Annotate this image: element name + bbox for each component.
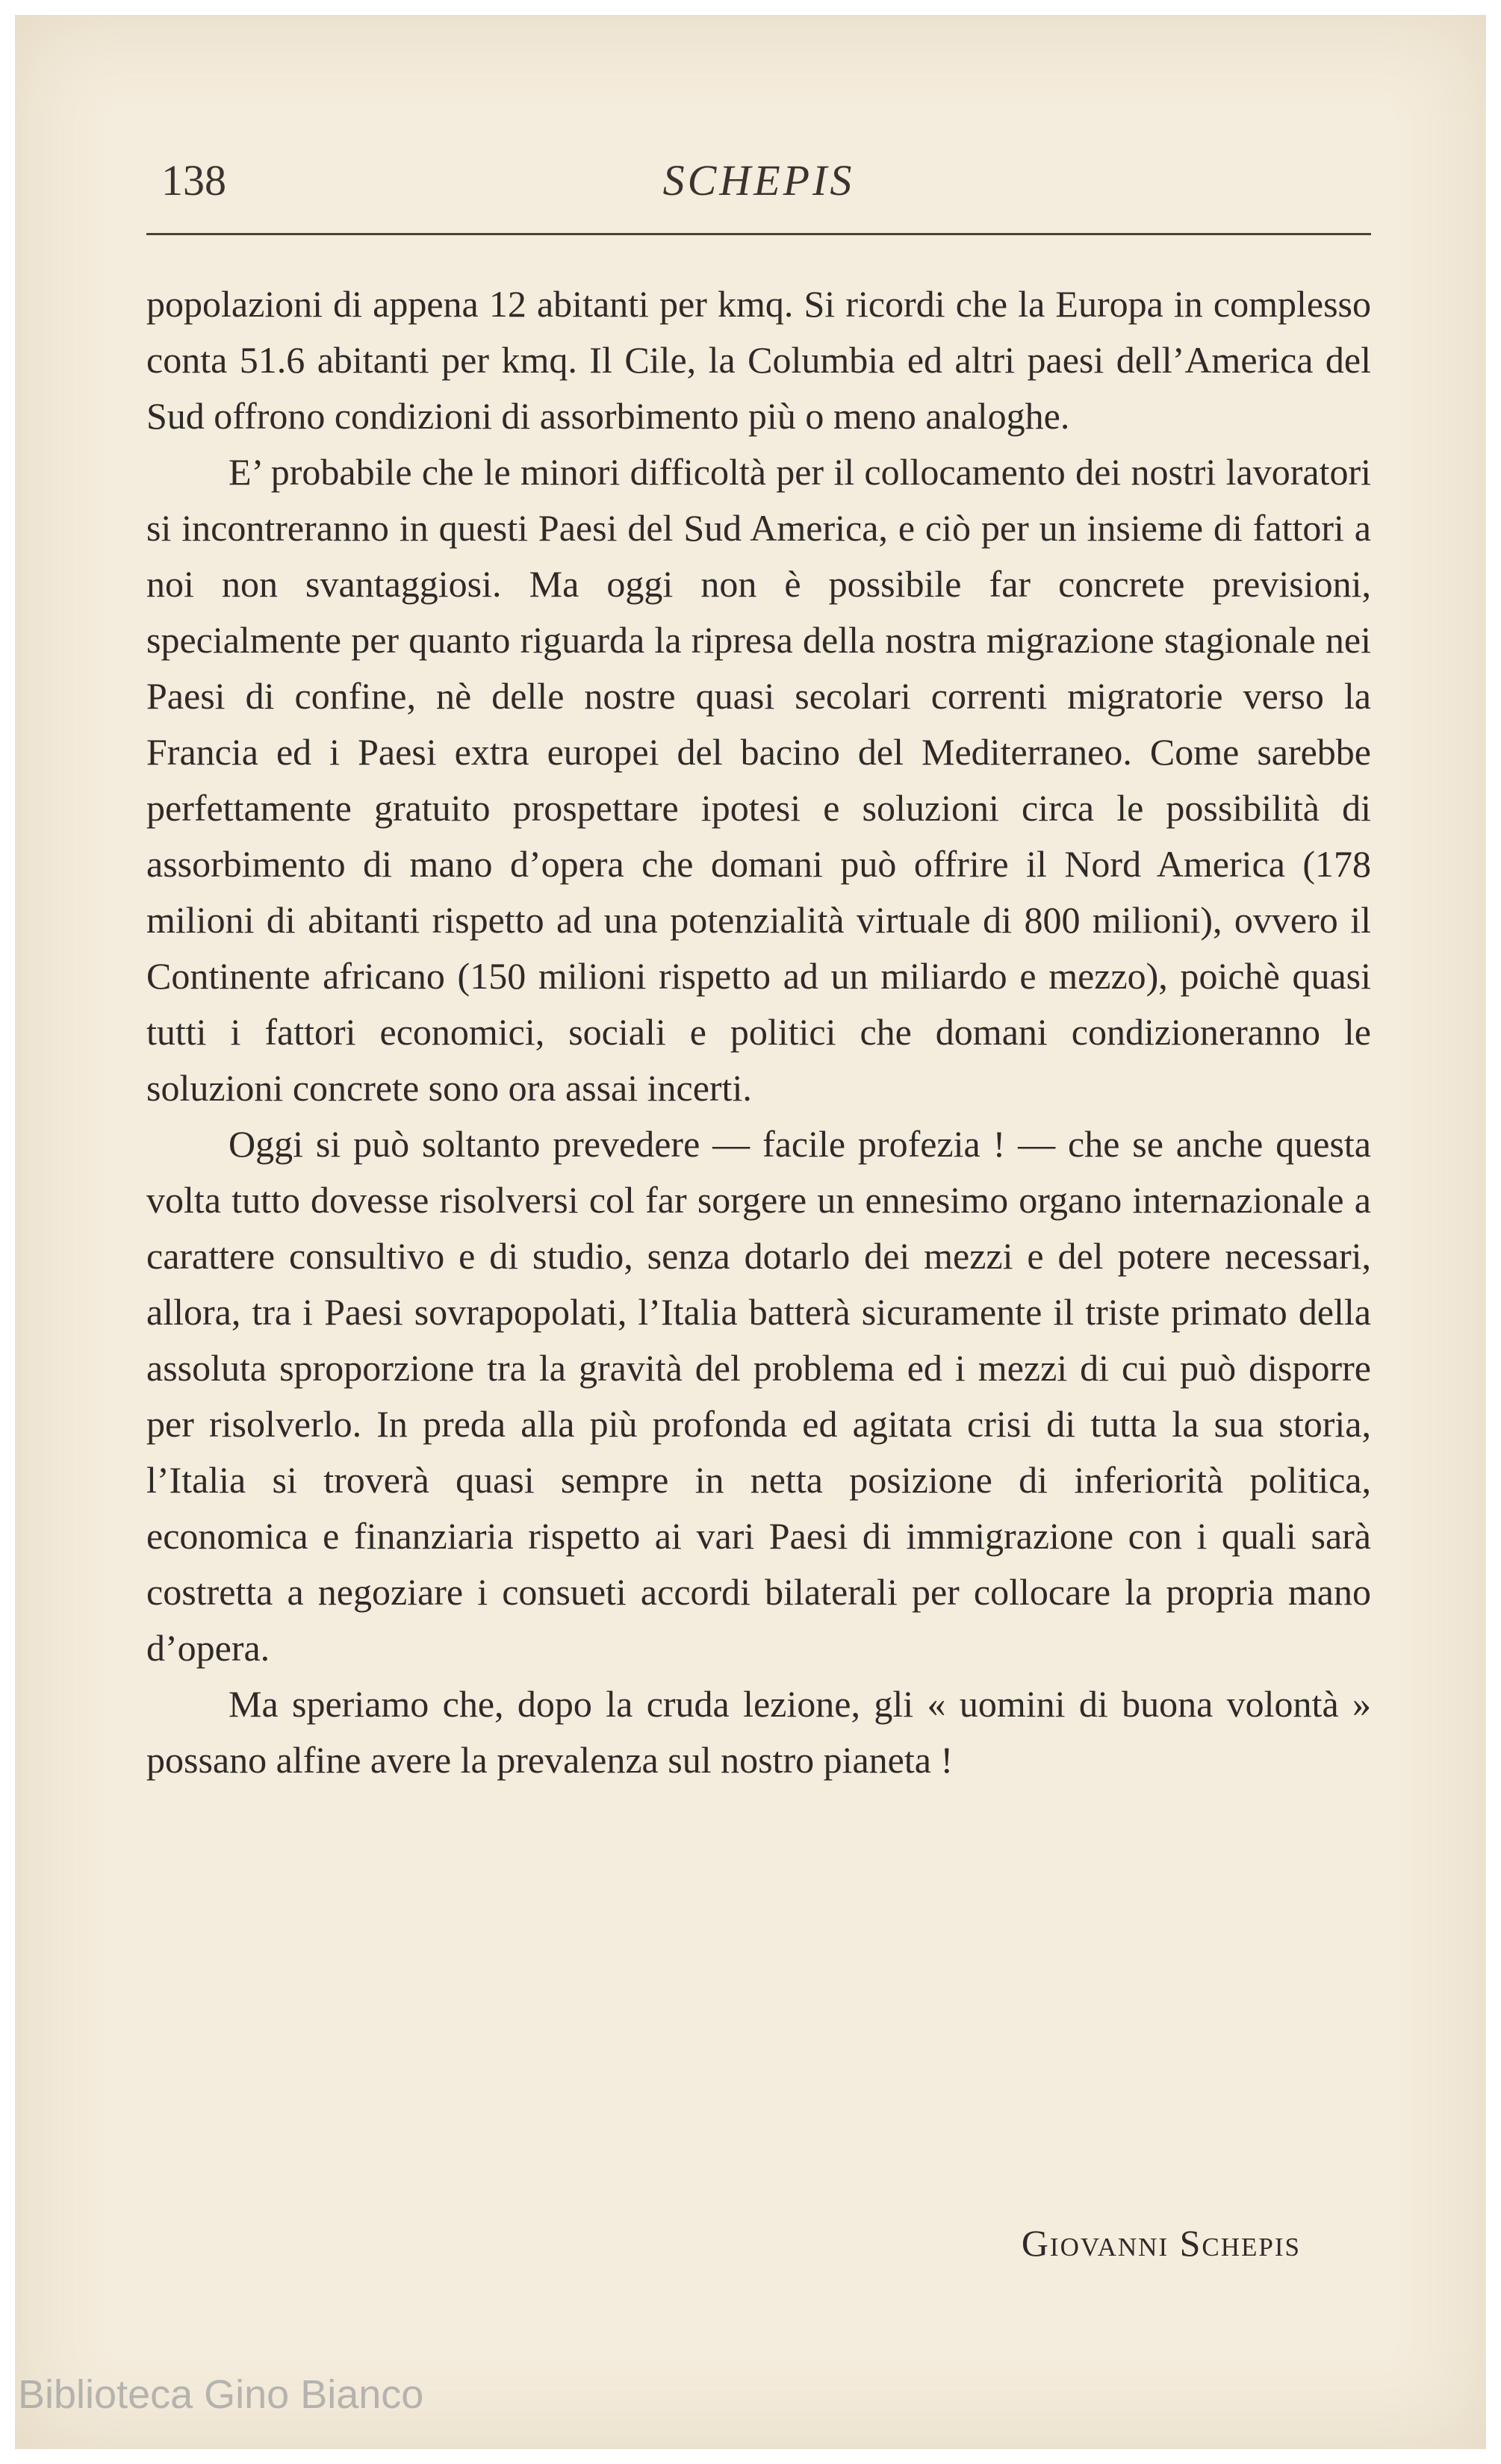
page-header — [146, 155, 1371, 223]
paragraph: Ma speriamo che, dopo la cruda lezione, gli « uomini di buona volontà » possano alfine avere la prevalenza sul nostro pianeta ! — [146, 1683, 1371, 1781]
running-title: SCHEPIS — [662, 156, 855, 205]
paragraph: Oggi si può soltanto prevedere — facile profezia ! — che se anche questa volta tutto dovesse risolversi col far sorgere un ennesimo organo internazionale a carattere consultivo e di studio, senza dotarlo dei mezzi e del potere necessari, allora, tra i Paesi sovrapopolati, l’Italia batterà sicuramente il triste primato della assoluta sproporzione tra la gravità del problema ed i mezzi di cui può disporre per risolverlo. In preda alla più profonda ed agitata crisi di tutta la sua storia, l’Italia si troverà quasi sempre in netta posizione di inferiorità politica, economica e finanziaria rispetto ai vari Paesi di immigrazione con i quali sarà costretta a negoziare i consueti accordi bilaterali per collocare la propria mano d’opera. — [146, 1123, 1371, 1669]
paragraph: E’ probabile che le minori difficoltà per il collocamento dei nostri lavoratori si incontreranno in questi Paesi del Sud America, e ciò per un insieme di fattori a noi non svantaggiosi. Ma oggi non è possibile far concrete previsioni, specialmente per quanto riguarda la ripresa della nostra migrazione stagionale nei Paesi di confine, nè delle nostre quasi secolari correnti migratorie verso la Francia ed i Paesi extra europei del bacino del Mediterraneo. Come sarebbe perfettamente gratuito prospettare ipotesi e soluzioni circa le possibilità di assorbimento di mano d’opera che domani può offrire il Nord America (178 milioni di abitanti rispetto ad una potenzialità virtuale di 800 milioni), ovvero il Continente africano (150 milioni rispetto ad un miliardo e mezzo), poichè quasi tutti i fattori economici, sociali e politici che domani condizioneranno le soluzioni concrete sono ora assai incerti. — [146, 451, 1371, 1109]
body-text — [146, 276, 1371, 1788]
paragraph-continuation: popolazioni di appena 12 abitanti per kmq. Si ricordi che la Europa in complesso conta 51.6 abitanti per kmq. Il Cile, la Columbia ed altri paesi dell’America del Sud offrono condizioni di assorbimento più o meno analoghe. — [146, 283, 1371, 437]
book-page — [15, 15, 1486, 2449]
library-watermark: Biblioteca Gino Bianco — [18, 2372, 424, 2417]
author-signature: Giovanni Schepis — [1021, 2222, 1301, 2264]
page-number: 138 — [161, 156, 226, 205]
header-rule — [146, 233, 1371, 235]
